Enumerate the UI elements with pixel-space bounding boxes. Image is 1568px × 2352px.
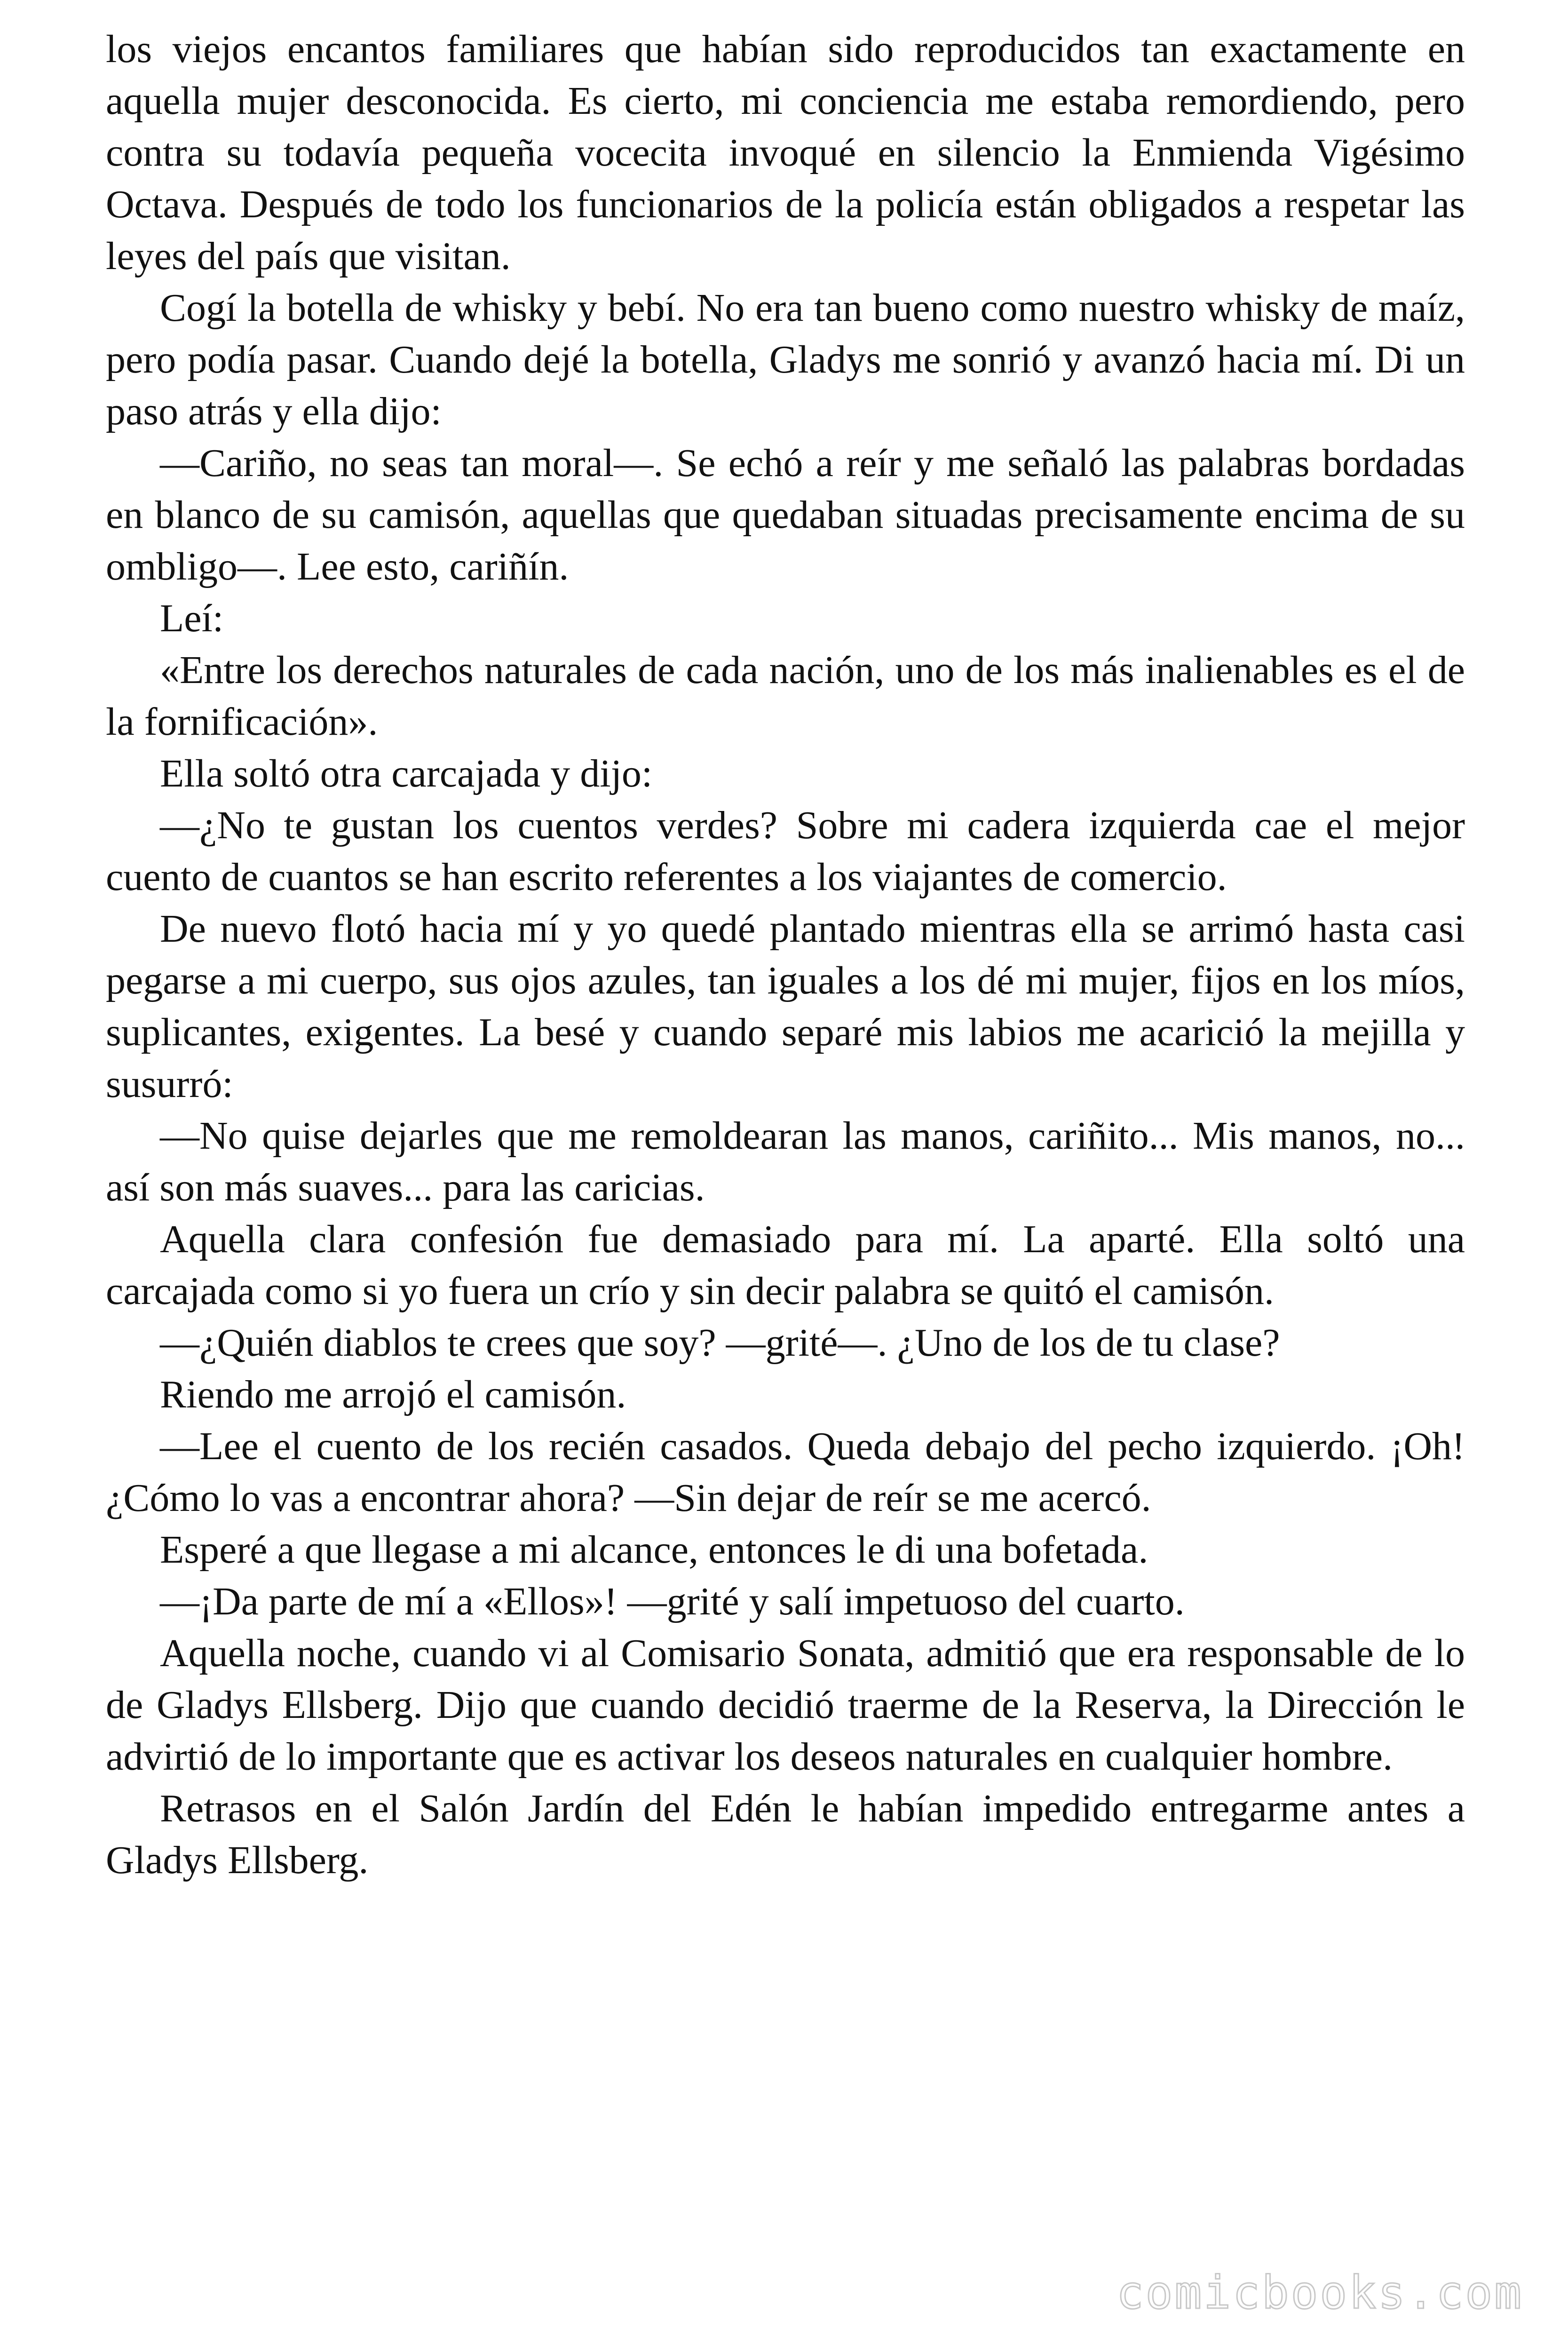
- paragraph-11: —¿Quién diablos te crees que soy? —grité—. ¿Uno de los de tu clase?: [160, 1321, 1280, 1365]
- page-body: [106, 24, 1465, 1886]
- paragraph-10: Aquella clara confesión fue demasiado para mí. La aparté. Ella soltó una carcajada como si yo fuera un crío y sin decir palabra se quitó el camisón.: [106, 1217, 1465, 1313]
- paragraph-8: De nuevo flotó hacia mí y yo quedé plantado mientras ella se arrimó hasta casi pegarse a mi cuerpo, sus ojos azules, tan iguales a los dé mi mujer, fijos en los míos, suplicantes, exigentes. La besé y cuando separé mis labios me acarició la mejilla y susurró:: [106, 907, 1465, 1106]
- paragraph-12: Riendo me arrojó el camisón.: [160, 1373, 626, 1416]
- paragraph-3: —Cariño, no seas tan moral—. Se echó a reír y me señaló las palabras bordadas en blanco de su camisón, aquellas que quedaban situadas precisamente encima de su ombligo—. Lee esto, cariñín.: [106, 441, 1465, 588]
- paragraph-13: —Lee el cuento de los recién casados. Queda debajo del pecho izquierdo. ¡Oh! ¿Cómo lo vas a encontrar ahora? —Sin dejar de reír se me acercó.: [106, 1424, 1465, 1520]
- paragraph-16: Aquella noche, cuando vi al Comisario Sonata, admitió que era responsable de lo de Gladys Ellsberg. Dijo que cuando decidió traerme de la Reserva, la Dirección le advirtió de lo importante que es activar los deseos naturales en cualquier hombre.: [106, 1631, 1465, 1779]
- paragraph-14: Esperé a que llegase a mi alcance, entonces le di una bofetada.: [160, 1528, 1148, 1572]
- paragraph-1: los viejos encantos familiares que habían sido reproducidos tan exactamente en aquella mujer desconocida. Es cierto, mi conciencia me estaba remordiendo, pero contra su todavía pequeña vocecita invoqué en silencio la Enmienda Vigésimo Octava. Después de todo los funcionarios de la policía están obligados a respetar las leyes del país que visitan.: [106, 27, 1465, 278]
- paragraph-9: —No quise dejarles que me remoldearan las manos, cariñito... Mis manos, no... así son más suaves... para las caricias.: [106, 1114, 1465, 1209]
- paragraph-4: Leí:: [160, 596, 224, 640]
- paragraph-15: —¡Da parte de mí a «Ellos»! —grité y salí impetuoso del cuarto.: [160, 1580, 1185, 1623]
- paragraph-6: Ella soltó otra carcajada y dijo:: [160, 752, 653, 795]
- paragraph-5: «Entre los derechos naturales de cada nación, uno de los más inalienables es el de la fornificación».: [106, 648, 1465, 744]
- watermark: comicbooks.com: [1116, 2266, 1523, 2319]
- paragraph-17: Retrasos en el Salón Jardín del Edén le habían impedido entregarme antes a Gladys Ellsberg.: [106, 1787, 1465, 1882]
- paragraph-7: —¿No te gustan los cuentos verdes? Sobre mi cadera izquierda cae el mejor cuento de cuantos se han escrito referentes a los viajantes de comercio.: [106, 803, 1465, 899]
- paragraph-2: Cogí la botella de whisky y bebí. No era tan bueno como nuestro whisky de maíz, pero podía pasar. Cuando dejé la botella, Gladys me sonrió y avanzó hacia mí. Di un paso atrás y ella dijo:: [106, 286, 1465, 433]
